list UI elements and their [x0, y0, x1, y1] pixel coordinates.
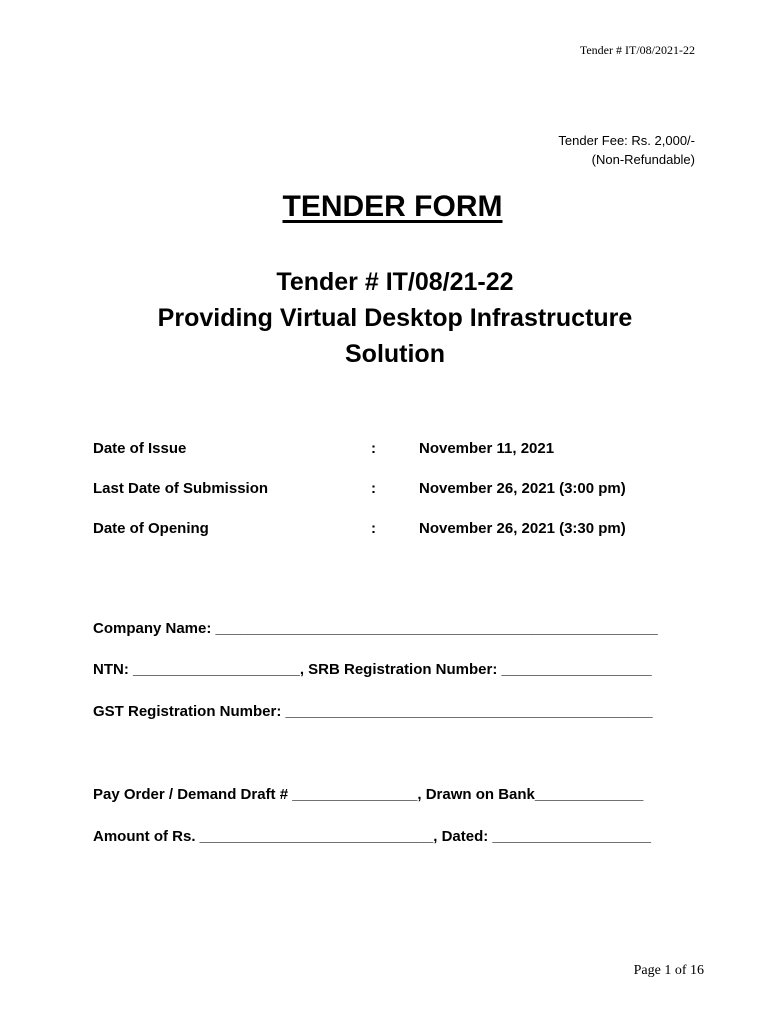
ntn-srb-field[interactable]: NTN: ____________________, SRB Registration Number: __________________	[93, 661, 652, 678]
date-row-issue	[93, 440, 693, 480]
date-value: November 11, 2021	[419, 440, 555, 457]
date-label: Date of Opening	[93, 520, 209, 537]
header-reference: Tender # IT/08/2021-22	[579, 43, 695, 57]
pay-order-field[interactable]: Pay Order / Demand Draft # _______________, Drawn on Bank_____________	[93, 786, 644, 803]
date-row-opening	[93, 520, 693, 560]
company-name-field[interactable]: Company Name: _____________________________________________________	[93, 620, 658, 637]
amount-field[interactable]: Amount of Rs. ____________________________, Dated: ___________________	[93, 828, 651, 845]
date-separator: :	[371, 480, 376, 497]
date-value: November 26, 2021 (3:00 pm)	[419, 480, 626, 497]
date-value: November 26, 2021 (3:30 pm)	[419, 520, 626, 537]
tender-description-line2: Solution	[345, 340, 445, 368]
tender-fee-amount: Tender Fee: Rs. 2,000/-	[558, 133, 695, 148]
date-separator: :	[371, 520, 376, 537]
tender-fee	[558, 131, 695, 169]
date-row-submission	[93, 480, 693, 520]
tender-subtitle	[0, 264, 770, 372]
tender-number: Tender # IT/08/21-22	[276, 268, 514, 296]
tender-fee-note: (Non-Refundable)	[591, 152, 695, 167]
tender-description-line1: Providing Virtual Desktop Infrastructure	[157, 304, 633, 332]
date-separator: :	[371, 440, 376, 457]
page-number: Page 1 of 16	[633, 963, 704, 978]
date-label: Last Date of Submission	[93, 480, 269, 497]
date-label: Date of Issue	[93, 440, 187, 457]
page-title: TENDER FORM	[282, 190, 503, 223]
dates-table	[93, 440, 693, 560]
gst-registration-field[interactable]: GST Registration Number: ____________________________________________	[93, 703, 653, 720]
